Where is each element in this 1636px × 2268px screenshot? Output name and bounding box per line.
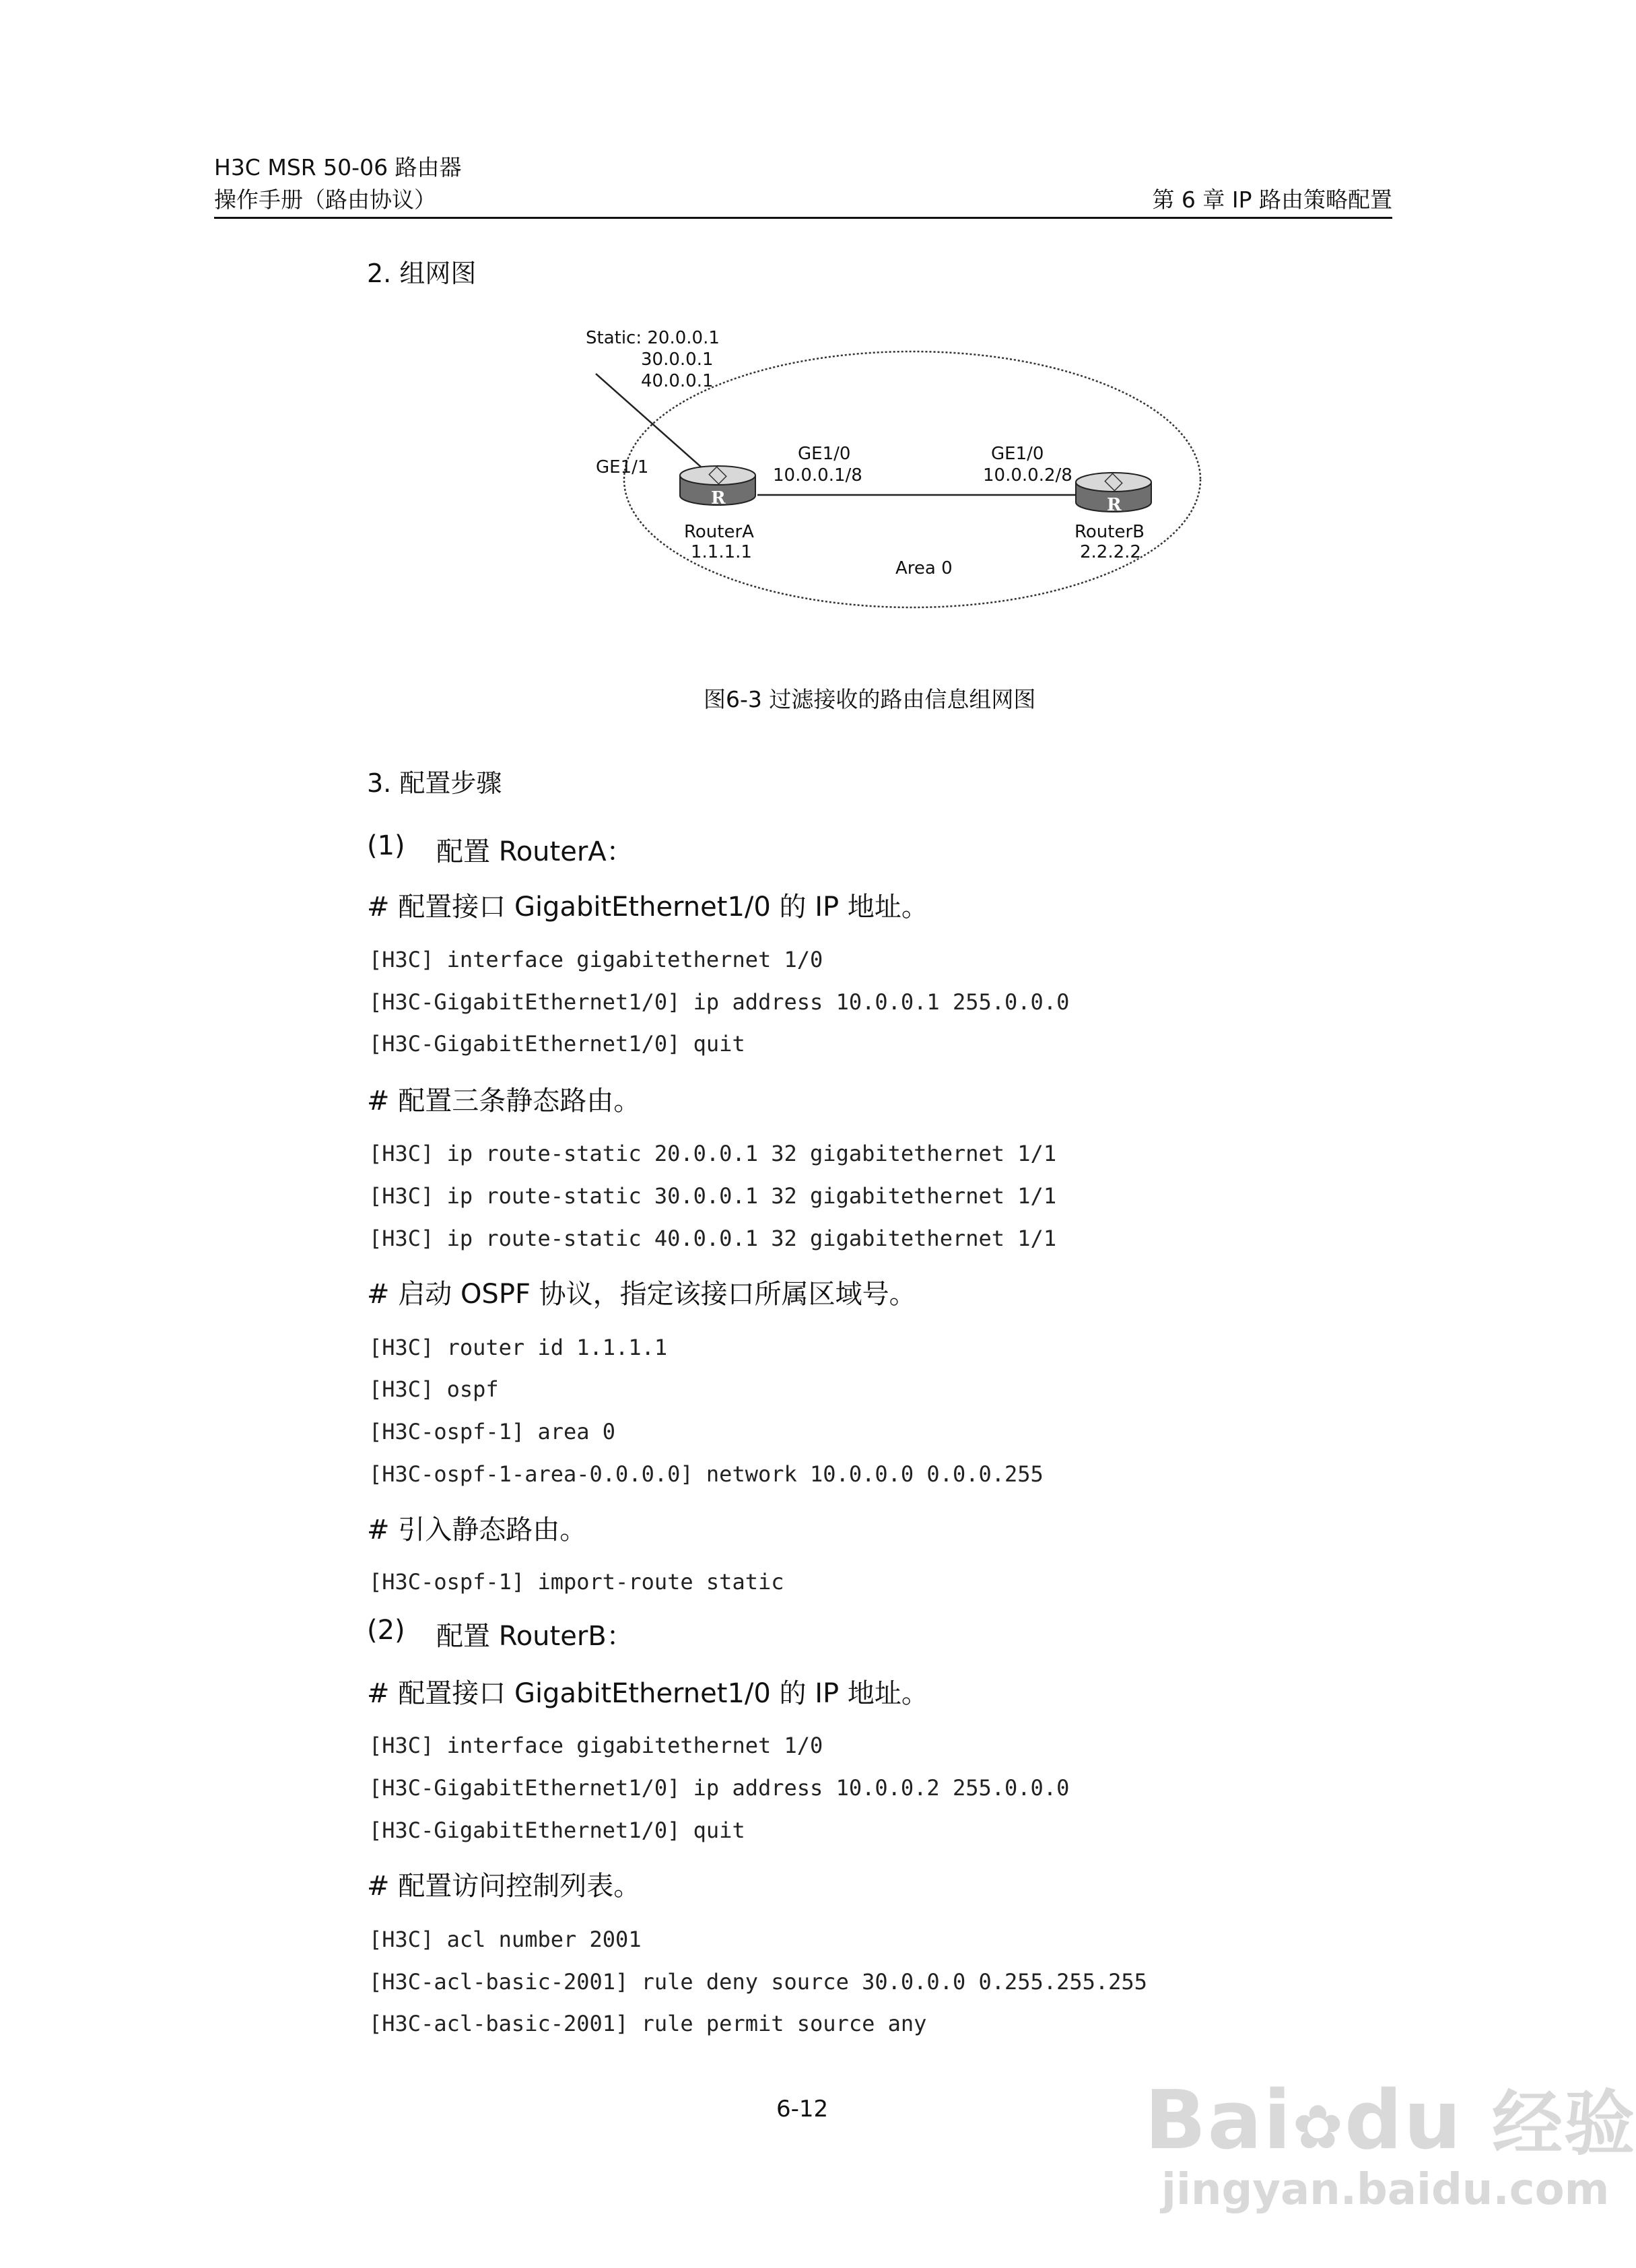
- step1-comment-1: # 配置接口 GigabitEthernet1/0 的 IP 地址。: [367, 892, 928, 923]
- area-label: Area 0: [895, 558, 953, 578]
- code-line: [H3C-GigabitEthernet1/0] quit: [369, 1031, 745, 1057]
- routerA-id: 1.1.1.1: [691, 542, 752, 562]
- router-a-icon: [680, 466, 755, 508]
- step2-number: (2): [367, 1615, 405, 1646]
- step1-number: (1): [367, 830, 405, 861]
- step2-comment-1: # 配置接口 GigabitEthernet1/0 的 IP 地址。: [367, 1678, 928, 1709]
- code-line: [H3C] ospf: [369, 1376, 499, 1402]
- router-a-glyph: R: [711, 488, 726, 508]
- step1-comment-2: # 配置三条静态路由。: [367, 1086, 641, 1116]
- routerB-name: RouterB: [1075, 522, 1145, 542]
- header-chapter: 第 6 章 IP 路由策略配置: [1152, 187, 1392, 213]
- code-line: [H3C-ospf-1] area 0: [369, 1419, 616, 1444]
- code-line: [H3C-acl-basic-2001] rule deny source 30.0.0.0 0.255.255.255: [369, 1969, 1147, 1995]
- routerA-if-ip: 10.0.0.1/8: [773, 465, 862, 486]
- code-line: [H3C] ip route-static 30.0.0.1 32 gigabitethernet 1/1: [369, 1183, 1057, 1209]
- step1-title: 配置 RouterA：: [436, 836, 634, 867]
- code-line: [H3C-GigabitEthernet1/0] ip address 10.0.0.1 255.0.0.0: [369, 989, 1070, 1015]
- ge11-label: GE1/1: [596, 457, 649, 477]
- header-manual: 操作手册（路由协议）: [214, 187, 436, 213]
- network-diagram: [566, 316, 1212, 653]
- code-line: [H3C-acl-basic-2001] rule permit source any: [369, 2011, 927, 2036]
- code-line: [H3C] router id 1.1.1.1: [369, 1335, 668, 1360]
- step1-comment-4: # 引入静态路由。: [367, 1514, 587, 1545]
- routerB-id: 2.2.2.2: [1080, 542, 1141, 562]
- watermark-product: 经验: [1492, 2083, 1636, 2165]
- step2-title: 配置 RouterB：: [436, 1621, 634, 1652]
- code-line: [H3C] interface gigabitethernet 1/0: [369, 947, 823, 972]
- code-line: [H3C] ip route-static 40.0.0.1 32 gigabitethernet 1/1: [369, 1226, 1057, 1251]
- page-number: 6-12: [776, 2096, 829, 2123]
- code-line: [H3C] interface gigabitethernet 1/0: [369, 1733, 823, 1758]
- code-line: [H3C-ospf-1] import-route static: [369, 1569, 784, 1595]
- code-line: [H3C-GigabitEthernet1/0] quit: [369, 1817, 745, 1843]
- static-label: Static: 20.0.0.1: [586, 328, 720, 348]
- watermark-logo: [1145, 2067, 1636, 2169]
- routerA-if-name: GE1/0: [798, 444, 851, 464]
- code-line: [H3C] ip route-static 20.0.0.1 32 gigabitethernet 1/1: [369, 1141, 1057, 1166]
- static-route-3: 40.0.0.1: [641, 371, 714, 391]
- watermark-paw-icon: ✿: [1292, 2092, 1344, 2163]
- routerB-if-ip: 10.0.0.2/8: [983, 465, 1072, 486]
- router-b-glyph: R: [1107, 495, 1122, 515]
- routerA-name: RouterA: [684, 522, 754, 542]
- step2-comment-2: # 配置访问控制列表。: [367, 1871, 641, 1902]
- header-product: H3C MSR 50-06 路由器: [214, 154, 462, 180]
- section-network-heading: 2. 组网图: [367, 259, 477, 288]
- router-b-icon: [1076, 473, 1151, 515]
- code-line: [H3C-ospf-1-area-0.0.0.0] network 10.0.0.0 0.0.0.255: [369, 1461, 1044, 1487]
- header-rule: [214, 217, 1392, 219]
- code-line: [H3C-GigabitEthernet1/0] ip address 10.0.0.2 255.0.0.0: [369, 1775, 1070, 1801]
- static-route-2: 30.0.0.1: [641, 349, 714, 370]
- watermark-brand2: du: [1344, 2074, 1463, 2168]
- routerB-if-name: GE1/0: [991, 444, 1044, 464]
- figure-caption: 图6-3 过滤接收的路由信息组网图: [704, 686, 1036, 712]
- section-steps-heading: 3. 配置步骤: [367, 768, 502, 798]
- watermark-brand: Bai: [1145, 2074, 1293, 2168]
- watermark-url: jingyan.baidu.com: [1161, 2165, 1610, 2215]
- code-line: [H3C] acl number 2001: [369, 1927, 642, 1952]
- step1-comment-3: # 启动 OSPF 协议，指定该接口所属区域号。: [367, 1279, 916, 1310]
